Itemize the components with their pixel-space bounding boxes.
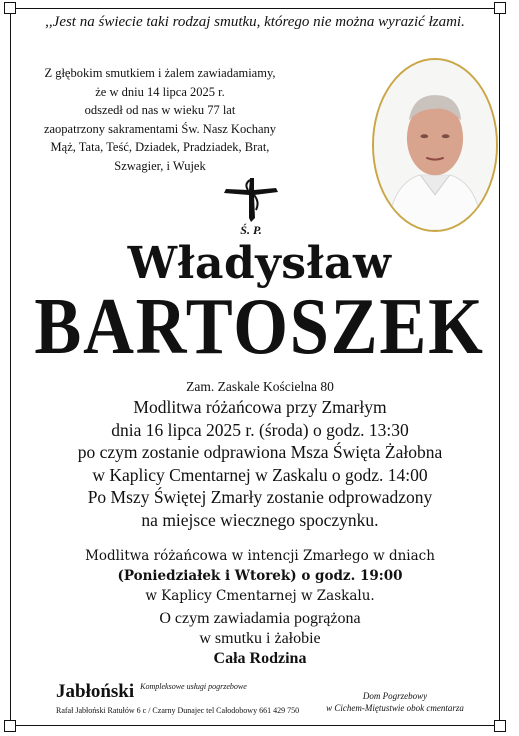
closing-line: w smutku i żałobie [199,630,321,647]
closing-line: O czym zawiadamia pogrążona [159,610,361,627]
ceremony-line: w Kaplicy Cmentarnej w Zaskalu o godz. 14:00 [92,464,428,485]
ceremony-line: dnia 16 lipca 2025 r. (środa) o godz. 13:30 [111,419,409,440]
frame-corner [4,720,16,732]
prayer-line: Modlitwa różańcowa w intencji Zmarłego w dniach [85,548,435,564]
ceremony-line: Po Mszy Świętej Zmarły zostanie odprowadzony [87,487,433,507]
ceremony-line: na miejsce wiecznego spoczynku. [141,509,379,530]
intro-line: że w dniu 14 lipca 2025 r. [95,84,225,99]
frame-corner [4,2,16,14]
funeral-home-location [320,690,470,714]
deceased-portrait [372,58,498,232]
cross-icon [214,176,288,236]
funeral-home-info [56,681,300,716]
ceremony-line: Modlitwa różańcowa przy Zmarłym [133,397,387,417]
intro-line: Z głębokim smutkiem i żalem zawiadamiamy, [44,66,276,80]
family-signature: Cała Rodzina [213,650,307,667]
cross-caption: Ś. P. [240,223,262,236]
prayer-location: w Kaplicy Cmentarnej w Zaskalu. [145,588,375,604]
intro-line: zaopatrzony sakramentami Św. Nasz Kochany [43,121,277,136]
funeral-home-place: w Cichem-Miętustwie obok cmentarza [326,703,464,713]
announcement-intro [40,64,280,176]
funeral-home-tagline: Kompleksowe usługi pogrzebowe [140,682,247,691]
ceremony-details [40,378,480,531]
frame-corner [494,2,506,14]
closing-notice [40,609,480,669]
deceased-surname: BARTOSZEK [34,283,485,371]
intro-line: Mąż, Tata, Teść, Dziadek, Pradziadek, Brat, [50,140,270,155]
ceremony-line: po czym zostanie odprawiona Msza Święta Żałobna [77,442,443,462]
intro-line: odszedł od nas w wieku 77 lat [84,103,236,118]
quote: ,,Jest na świecie taki rodzaj smutku, którego nie można wyrazić łzami. [45,14,465,30]
deceased-first-name: Władysław [127,238,392,289]
funeral-home-address: Rafał Jabłoński Ratułów 6 c / Czarny Dunajec tel Całodobowy 661 429 750 [56,706,300,715]
residence: Zam. Zaskale Kościelna 80 [186,379,334,394]
prayer-days-time: (Poniedziałek i Wtorek) o godz. 19:00 [117,568,403,584]
frame-corner [494,720,506,732]
rosary-prayer-info [20,546,500,606]
intro-line: Szwagier, i Wujek [114,158,206,173]
funeral-home-logo: Jabłoński [56,681,135,702]
funeral-home-name: Dom Pogrzebowy [362,691,428,701]
portrait-photo [374,60,496,230]
